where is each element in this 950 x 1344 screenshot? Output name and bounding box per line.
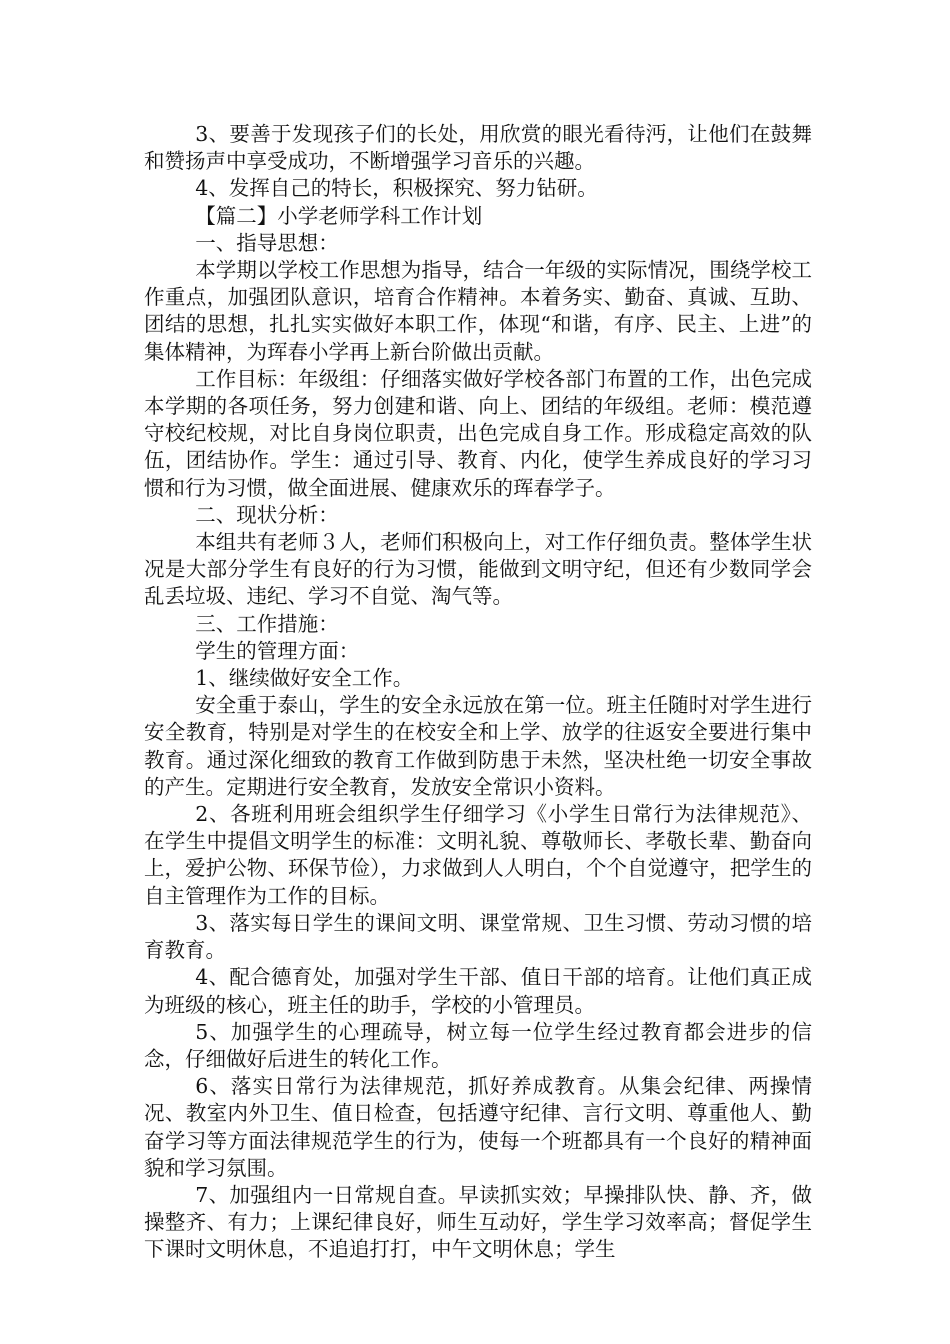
list-item-2: 2、各班利用班会组织学生仔细学习《小学生日常行为法律规范》、在学生中提倡文明学生的标准：文明礼貌、尊敬师长、孝敬长辈、勤奋向上，爱护公物、环保节俭），力求做到人人明白，个个自觉遵守，把学生的自主管理作为工作的目标。 bbox=[144, 802, 812, 908]
list-item-3: 3、落实每日学生的课间文明、课堂常规、卫生习惯、劳动习惯的培育教育。 bbox=[144, 910, 812, 963]
list-item-5: 5、加强学生的心理疏导，树立每一位学生经过教育都会进步的信念，仔细做好后进生的转化工作。 bbox=[144, 1019, 812, 1071]
paragraph-work-goals: 工作目标：年级组：仔细落实做好学校各部门布置的工作，出色完成本学期的各项任务，努力创建和谐、向上、团结的年级组。老师：模范遵守校纪校规，对比自身岗位职责，出色完成自身工作。形成稳定高效的队伍，团结协作。学生：通过引导、教育、内化，使学生养成良好的学习习惯和行为习惯，做全面进展、健康欢乐的珲春学子。 bbox=[144, 366, 812, 500]
section-heading-2: 【篇二】小学老师学科工作计划 bbox=[195, 203, 483, 228]
paragraph-guiding-ideas: 本学期以学校工作思想为指导，结合一年级的实际情况，围绕学校工作重点，加强团队意识，培育合作精神。本着务实、勤奋、真诚、互助、团结的思想，扎扎实实做好本职工作，体现“和谐，有序、民主、上进”的集体精神，为珲春小学再上新台阶做出贡献。 bbox=[144, 258, 812, 364]
paragraph-1: 3、要善于发现孩子们的长处，用欣赏的眼光看待沔，让他们在鼓舞和赞扬声中享受成功，不断增强学习音乐的兴趣。 bbox=[144, 122, 812, 174]
document-body bbox=[144, 121, 812, 1264]
paragraph-safety: 安全重于泰山，学生的安全永远放在第一位。班主任随时对学生进行安全教育，特别是对学生的在校安全和上学、放学的往返安全要进行集中教育。通过深化细致的教育工作做到防患于未然，坚决杜绝一切安全事故的产生。定期进行安全教育，发放安全常识小资料。 bbox=[144, 693, 812, 799]
subheading-guiding-ideas: 一、指导思想： bbox=[195, 230, 339, 255]
subheading-student-management: 学生的管理方面： bbox=[195, 638, 360, 663]
subheading-status-analysis: 二、现状分析： bbox=[195, 502, 339, 527]
paragraph-2: 4、发挥自己的特长，积极探究、努力钻研。 bbox=[195, 176, 598, 201]
list-item-1: 1、继续做好安全工作。 bbox=[195, 666, 414, 691]
list-item-6: 6、落实日常行为法律规范，抓好养成教育。从集会纪律、两操情况、教室内外卫生、值日检查，包括遵守纪律、言行文明、尊重他人、勤奋学习等方面法律规范学生的行为，使每一个班都具有一个良好的精神面貌和学习氛围。 bbox=[144, 1074, 812, 1180]
list-item-4: 4、配合德育处，加强对学生干部、值日干部的培育。让他们真正成为班级的核心，班主任的助手，学校的小管理员。 bbox=[144, 965, 812, 1017]
subheading-work-measures: 三、工作措施： bbox=[195, 611, 339, 636]
list-item-7: 7、加强组内一日常规自查。早读抓实效；早操排队快、静、齐，做操整齐、有力；上课纪律良好，师生互动好，学生学习效率高；督促学生下课时文明休息，不追追打打，中午文明休息；学生 bbox=[144, 1182, 812, 1262]
paragraph-status-analysis: 本组共有老师３人，老师们积极向上，对工作仔细负责。整体学生状况是大部分学生有良好的行为习惯，能做到文明守纪，但还有少数同学会乱丢垃圾、违纪、学习不自觉、淘气等。 bbox=[144, 530, 812, 609]
